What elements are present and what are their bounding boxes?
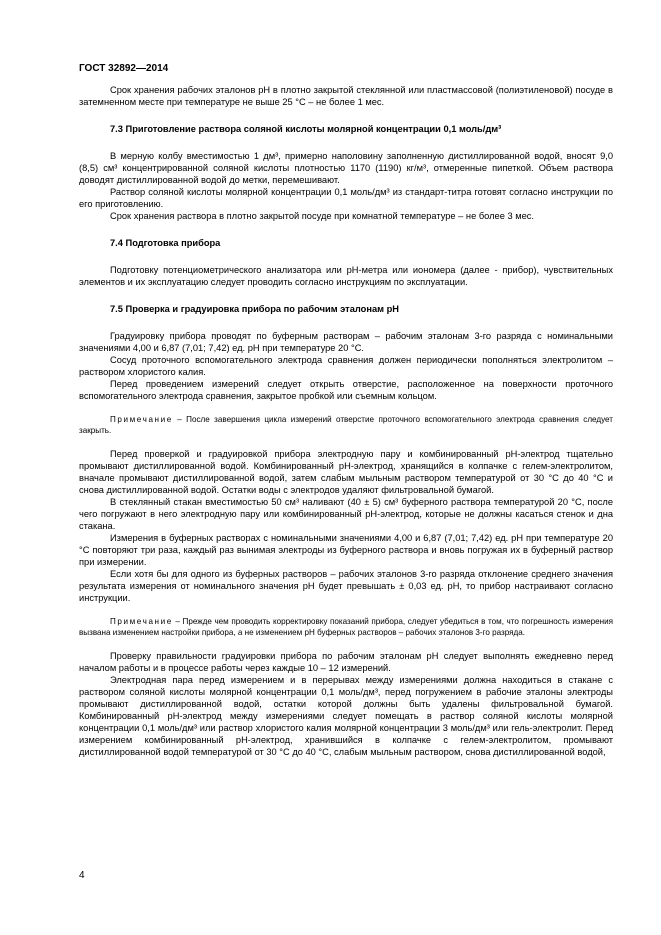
- paragraph: В мерную колбу вместимостью 1 дм³, примерно наполовину заполненную дистиллированной водой, вносят 9,0 (8,5) см³ концентрированной соляной кислоты плотностью 1170 (1190) кг/м³, отмеренные пипеткой. Объем раствора доводят дистиллированной водой до метки, перемешивают.: [79, 151, 613, 185]
- note-text: – После завершения цикла измерений отверстие проточного вспомогательного электрода сравнения следует закрыть.: [79, 415, 613, 435]
- section-heading-7-5: 7.5 Проверка и градуировка прибора по рабочим эталонам рН: [110, 304, 399, 314]
- paragraph: Измерения в буферных растворах с номинальными значениями 4,00 и 6,87 (7,01; 7,42) ед. рН при температуре 20 °С повторяют три раза, каждый раз вынимая электроды из буферного раствора и вновь погружая их в буферный раствор при измерении.: [79, 533, 613, 567]
- paragraph: Срок хранения раствора в плотно закрытой посуде при комнатной температуре – не более 3 мес.: [110, 211, 535, 221]
- note-label: Примечание: [110, 415, 173, 424]
- paragraph: Перед проверкой и градуировкой прибора электродную пару и комбинированный рН-электрод тщательно промывают дистиллированной водой. Комбинированный рН-электрод, хранящийся в колпачке с гелем-электролитом, вначале промывают дистиллированной водой, затем слабым мыльным раствором температурой от 30 °С до 40 °С и снова дистиллированной водой. Остатки воды с электродов удаляют фильтровальной бумагой.: [79, 449, 613, 495]
- paragraph: Перед проведением измерений следует открыть отверстие, расположенное на поверхности проточного вспомогательного электрода сравнения, закрытое пробкой или съемным кольцом.: [79, 379, 613, 401]
- section-heading-7-4: 7.4 Подготовка прибора: [110, 238, 221, 248]
- paragraph: Срок хранения рабочих эталонов рН в плотно закрытой стеклянной или пластмассовой (полиэтиленовой) посуде в затемненном месте при температуре не выше 25 °С – не более 1 мес.: [79, 85, 613, 107]
- paragraph: Градуировку прибора проводят по буферным растворам – рабочим эталонам 3-го разряда с номинальными значениями 4,00 и 6,87 (7,01; 7,42) ед. рН при температуре 20 °С.: [79, 331, 613, 353]
- paragraph: Электродная пара перед измерением и в перерывах между измерениями должна находиться в стакане с раствором соляной кислоты молярной концентрации 0,1 моль/дм³, перед погружением в рабочие эталоны электроды промывают дистиллированной водой, остатки которой должны быть удалены фильтровальной бумагой. Комбинированный рН-электрод между измерениями следует помещать в раствор соляной кислоты молярной концентрации 0,1 моль/дм³ или раствор хлористого калия молярной концентрации 3 моль/дм³ или гель-электролит. Перед измерением комбинированный рН-электрод, хранившийся в колпачке с гелем-электролитом, промывают дистиллированной водой температурой от 30 °С до 40 °С, слабым мыльным раствором, снова дистиллированной водой,: [79, 675, 613, 757]
- page-content: [79, 84, 613, 758]
- note: [79, 616, 613, 638]
- note-text: – Прежде чем проводить корректировку показаний прибора, следует убедиться в том, что погрешность измерения вызвана изменением настройки прибора, а не изменением рН буферных растворов – рабочих эталонов 3-го разряда.: [79, 617, 613, 637]
- paragraph: В стеклянный стакан вместимостью 50 см³ наливают (40 ± 5) см³ буферного раствора температурой 20 °С, после чего погружают в него электродную пару или комбинированный рН-электрод, которые не должны касаться стенок и дна стакана.: [79, 497, 613, 531]
- note: [79, 414, 613, 436]
- paragraph: Если хотя бы для одного из буферных растворов – рабочих эталонов 3-го разряда отклонение среднего значения результата измерения от номинального значения рН будет превышать ± 0,03 ед. рН, то прибор настраивают согласно инструкции.: [79, 569, 613, 603]
- page-number: 4: [79, 870, 85, 881]
- paragraph: Проверку правильности градуировки прибора по рабочим эталонам рН следует выполнять ежедневно перед началом работы и в процессе работы через каждые 10 – 12 измерений.: [79, 651, 613, 673]
- document-header: ГОСТ 32892—2014: [79, 63, 169, 74]
- paragraph: Сосуд проточного вспомогательного электрода сравнения должен периодически пополняться электролитом – раствором хлористого калия.: [79, 355, 613, 377]
- note-label: Примечание: [110, 617, 173, 626]
- paragraph: Подготовку потенциометрического анализатора или рН-метра или иономера (далее - прибор), чувствительных элементов и их эксплуатацию следует проводить согласно инструкциям по эксплуатации.: [79, 265, 613, 287]
- section-heading-7-3: 7.3 Приготовление раствора соляной кислоты молярной концентрации 0,1 моль/дм³: [110, 124, 502, 134]
- paragraph: Раствор соляной кислоты молярной концентрации 0,1 моль/дм³ из стандарт-титра готовят согласно инструкции по его приготовлению.: [79, 187, 613, 209]
